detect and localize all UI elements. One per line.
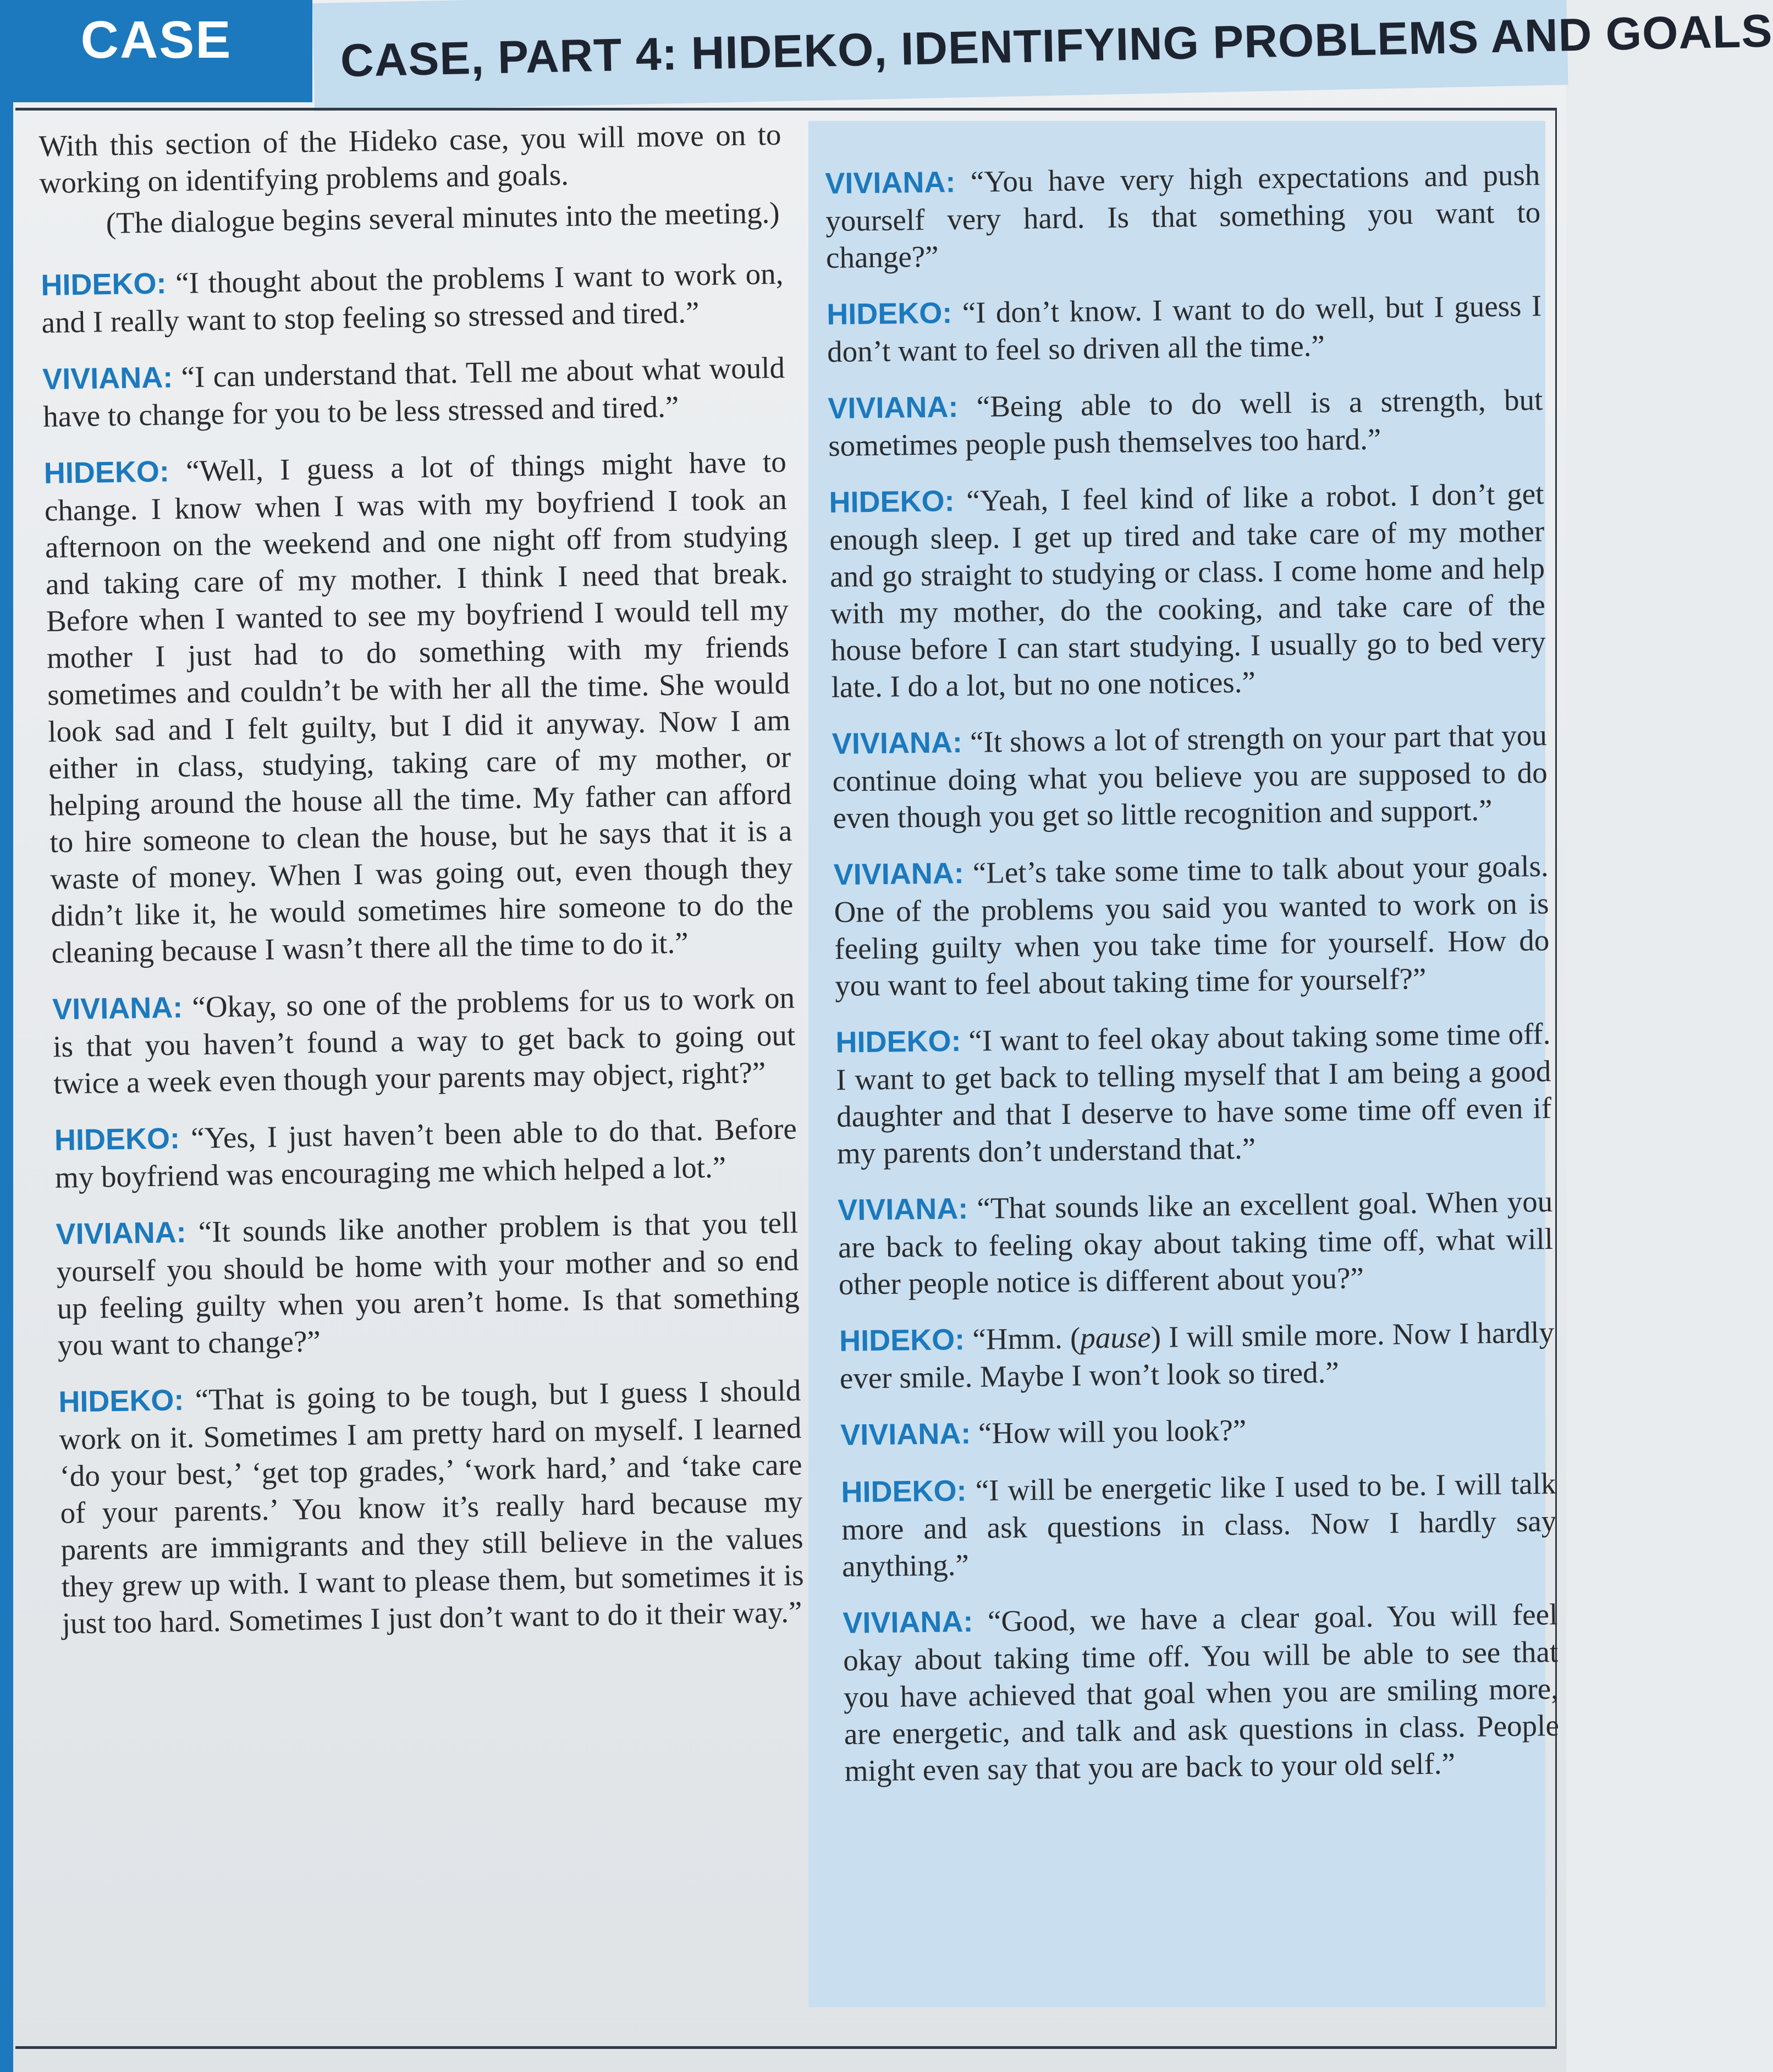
dialogue-turn [838,1183,1554,1303]
dialogue-turn [843,1596,1560,1789]
speaker-label: HIDEKO: [41,267,167,302]
dialogue-text: “You have very high expectations and push yourself very hard. Is that something you want to change?” [825,158,1541,274]
speaker-label: VIVIANA: [825,166,956,200]
dialogue-text: “It sounds like another problem is that you tell yourself you should be home with your mother and so end up feeling guilty when you aren’t home. Is that something you want to change?” [56,1205,800,1362]
speaker-label: HIDEKO: [829,484,955,519]
page-title: CASE, PART 4: HIDEKO, IDENTIFYING PROBLEMS AND GOALS [340,4,1773,86]
dialogue-turn [828,381,1544,464]
dialogue-text: “Yes, I just haven’t been able to do that. Before my boyfriend was encouraging me which helped a lot.” [54,1111,797,1194]
speaker-label: VIVIANA: [833,857,965,891]
dialogue-turn [41,255,784,341]
dialogue-text: “I want to feel okay about taking some time off. I want to get back to telling myself that I am being a good daughter and that I deserve to have some time off even if my parents don’t understand that.” [835,1017,1552,1170]
left-column [38,116,805,1662]
dialogue-turn [56,1204,800,1364]
dialogue-text: “It shows a lot of strength on your part that you continue doing what you believe you are supposed to do even though you get so little recognition and support.” [832,718,1548,835]
left-accent-stripe [0,82,13,2072]
dialogue-turn [840,1408,1556,1454]
right-column [825,156,1560,1809]
speaker-label: VIVIANA: [42,361,173,396]
dialogue-text: “I thought about the problems I want to work on, and I really want to stop feeling so stressed and tired.” [41,256,784,339]
speaker-label: HIDEKO: [839,1323,965,1358]
speaker-label: VIVIANA: [828,390,959,425]
dialogue-turn [52,979,796,1102]
dialogue-turn [829,475,1546,706]
dialogue-turn [835,1015,1552,1172]
speaker-label: HIDEKO: [58,1384,184,1419]
dialogue-text: “How will you look?” [978,1413,1247,1450]
speaker-label: VIVIANA: [56,1216,187,1251]
dialogue-text-after: ) I will smile more. Now I hardly ever smile. Maybe I won’t look so tired.” [839,1315,1555,1395]
speaker-label: VIVIANA: [840,1417,971,1452]
dialogue-text: “That sounds like an excellent goal. When you are back to feeling okay about taking time off, what will other people notice is different about you?” [838,1184,1554,1301]
dialogue-turn [832,717,1548,836]
speaker-label: VIVIANA: [52,991,183,1026]
case-tab [0,0,312,102]
dialogue-text: “Okay, so one of the problems for us to work on is that you haven’t found a way to get back to going out twice a week even though your parents may object, right?” [52,980,796,1100]
speaker-label: HIDEKO: [835,1024,961,1059]
dialogue-text: “That is going to be tough, but I guess I should work on it. Sometimes I am pretty hard on myself. I learned ‘do your best,’ ‘get top grades,’ ‘work hard,’ and ‘take care of your parents.’ You know it’s really hard because my parents are immigrants and they still believe in the values they grew up with. I want to please them, but sometimes it is just too hard. Sometimes I just don’t want to do it their way.” [58,1373,804,1640]
dialogue-turn [827,287,1543,370]
dialogue-text-italic: pause [1080,1320,1152,1355]
dialogue-text: “Being able to do well is a strength, but sometimes people push themselves too hard.” [828,383,1543,462]
dialogue-turn [42,349,786,435]
dialogue-text: “I will be energetic like I used to be. I will talk more and ask questions in class. Now I hardly say anything.” [841,1466,1557,1583]
intro-note: (The dialogue begins several minutes into the meeting.) [106,195,780,240]
dialogue-turn [54,1110,797,1196]
dialogue-text: “I don’t know. I want to do well, but I guess I don’t want to feel so driven all the time.” [827,289,1542,368]
dialogue-text-before: “Hmm. ( [972,1321,1081,1356]
speaker-label: HIDEKO: [43,455,170,490]
speaker-label: HIDEKO: [54,1122,180,1157]
case-tag: CASE [80,10,232,69]
speaker-label: VIVIANA: [837,1192,968,1227]
speaker-label: HIDEKO: [826,296,952,331]
dialogue-turn [841,1465,1557,1585]
dialogue-turn [58,1372,805,1642]
speaker-label: VIVIANA: [843,1605,973,1640]
dialogue-text: “I can understand that. Tell me about what would have to change for you to be less stressed and tired.” [42,350,785,433]
dialogue-turn [833,847,1550,1004]
dialogue-turn [839,1314,1555,1397]
speaker-label: VIVIANA: [832,726,963,761]
speaker-label: HIDEKO: [841,1474,967,1509]
dialogue-turn [825,156,1541,276]
dialogue-text: “Let’s take some time to talk about your goals. One of the problems you said you wanted to work on is feeling guilty when you take time for yourself. How do you want to feel about taking time for yourself?” [834,849,1550,1002]
dialogue-text: “Good, we have a clear goal. You will feel okay about taking time off. You will be able to see that you have achieved that goal when you are smiling more, are energetic, and talk and ask questions in class. People might even say that you are back to your old self.” [843,1597,1560,1788]
dialogue-turn [43,443,794,971]
dialogue-text: “Yeah, I feel kind of like a robot. I don’t get enough sleep. I get up tired and take care of my mother and go straight to studying or class. I come home and help with my mother, do the cooking, and take care of the house before I can start studying. I usually go to bed very late. I do a lot, but no one notices.” [829,477,1546,704]
intro-paragraph: With this section of the Hideko case, you will move on to working on identifying problems and goals. [38,117,781,200]
dialogue-text: “Well, I guess a lot of things might have to change. I know when I was with my boyfriend I took an afternoon on the weekend and one night off from studying and taking care of my mother. I think I need that break. Before when I wanted to see my boyfriend I would tell my mother I just had to do something with my friends sometimes and couldn’t be with her all the time. She would look sad and I felt guilty, but I did it anyway. Now I am either in class, studying, taking care of my mother, or helping around the house all the time. My father can afford to hire someone to clean the house, but he says that it is a waste of money. When I was going out, even though they didn’t like it, he would sometimes hire someone to do the cleaning because I wasn’t there all the time to do it.” [44,444,794,969]
